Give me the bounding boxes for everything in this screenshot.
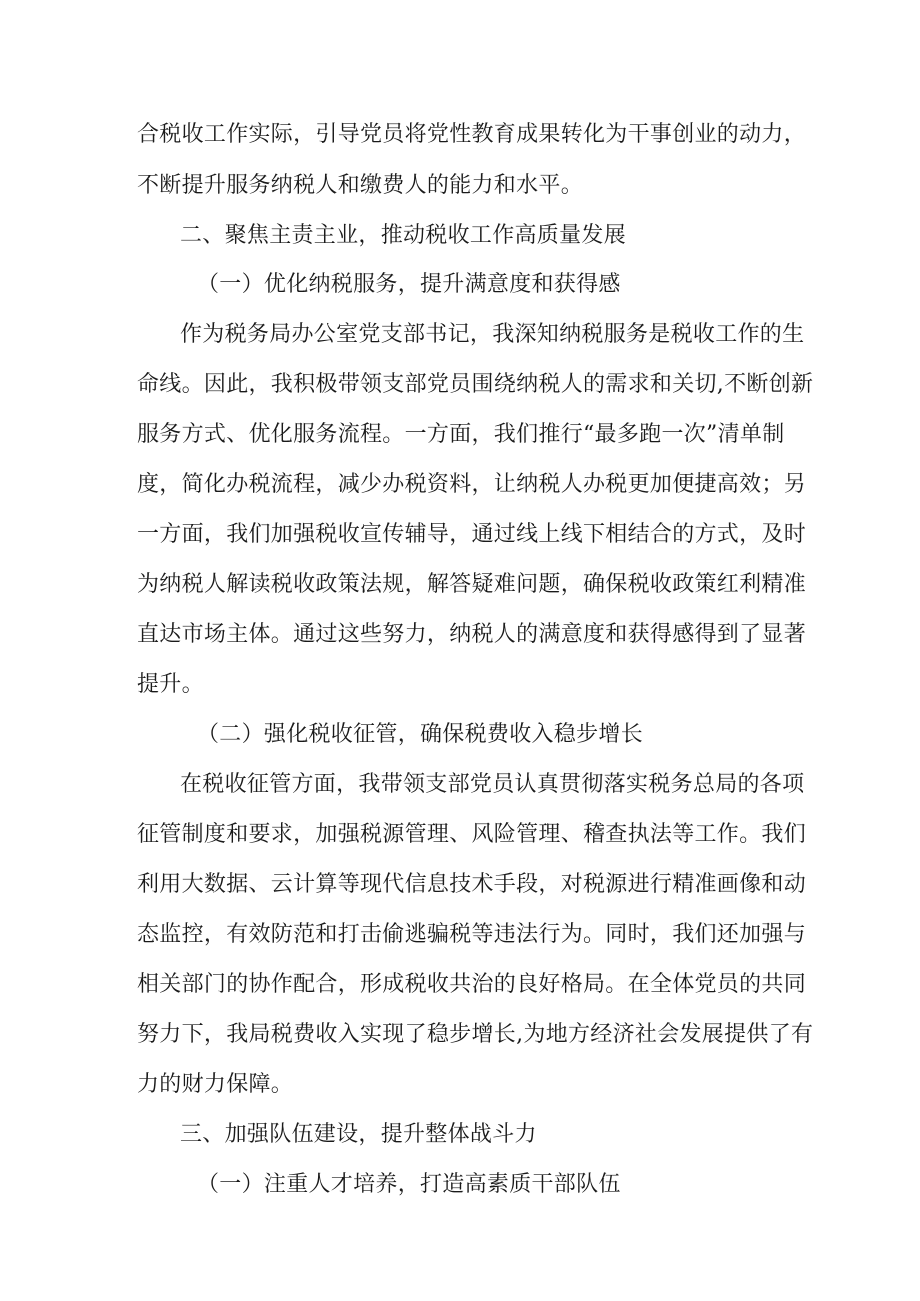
body-text-line: 相关部门的协作配合，形成税收共治的良好格局。在全体党员的共同: [137, 972, 807, 997]
body-text-line: 征管制度和要求，加强税源管理、风险管理、稽查执法等工作。我们: [137, 822, 807, 847]
body-text-line: 态监控，有效防范和打击偷逃骗税等违法行为。同时，我们还加强与: [137, 922, 807, 947]
body-text-line: 一方面，我们加强税收宣传辅导，通过线上线下相结合的方式，及时: [137, 522, 807, 547]
section-heading: 三、加强队伍建设，提升整体战斗力: [180, 1122, 537, 1147]
body-text-line: 合税收工作实际，引导党员将党性教育成果转化为干事创业的动力，: [137, 122, 807, 147]
body-text-line: 为纳税人解读税收政策法规，解答疑难问题，确保税收政策红利精准: [137, 572, 807, 597]
body-text-line: 服务方式、优化服务流程。一方面，我们推行“最多跑一次”清单制: [137, 422, 785, 447]
body-text-line: 作为税务局办公室党支部书记，我深知纳税服务是税收工作的生: [180, 322, 805, 347]
section-heading: 二、聚焦主责主业，推动税收工作高质量发展: [180, 223, 627, 248]
body-text-line: 努力下，我局税费收入实现了稳步增长,为地方经济社会发展提供了有: [137, 1022, 814, 1047]
subsection-heading: （一）注重人才培养，打造高素质干部队伍: [197, 1172, 621, 1197]
subsection-heading: （一）优化纳税服务，提升满意度和获得感: [197, 272, 621, 297]
body-text-line: 度，简化办税流程，减少办税资料，让纳税人办税更加便捷高效；另: [137, 472, 807, 497]
body-text-line: 命线。因此，我积极带领支部党员围绕纳税人的需求和关切,不断创新: [137, 372, 814, 397]
body-text-line: 提升。: [137, 672, 204, 697]
body-text-line: 不断提升服务纳税人和缴费人的能力和水平。: [137, 173, 584, 198]
body-text-line: 直达市场主体。通过这些努力，纳税人的满意度和获得感得到了显著: [137, 622, 807, 647]
body-text-line: 力的财力保障。: [137, 1072, 294, 1097]
body-text-line: 在税收征管方面，我带领支部党员认真贯彻落实税务总局的各项: [180, 772, 805, 797]
body-text-line: 利用大数据、云计算等现代信息技术手段，对税源进行精准画像和动: [137, 872, 807, 897]
subsection-heading: （二）强化税收征管，确保税费收入稳步增长: [197, 722, 644, 747]
